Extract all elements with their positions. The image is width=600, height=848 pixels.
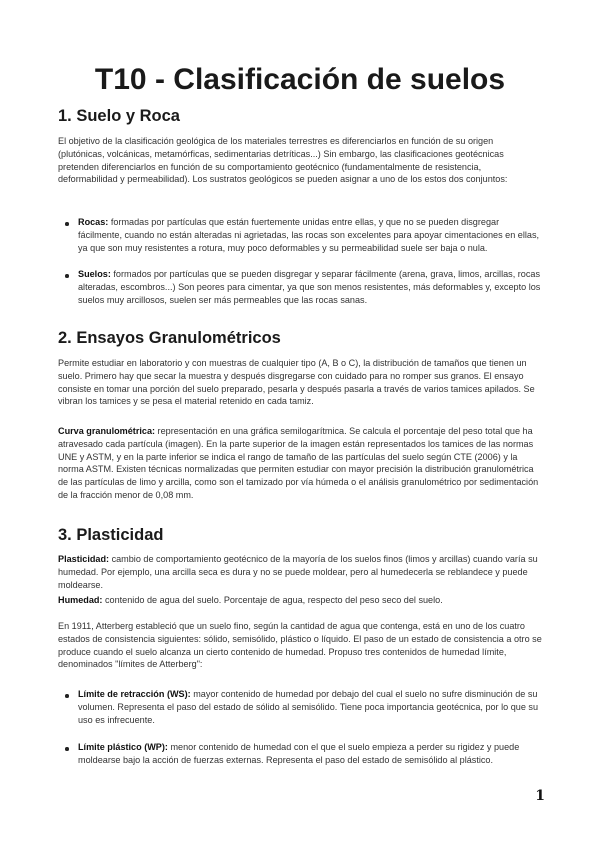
term-plasticidad: Plasticidad:: [58, 554, 110, 564]
definition-humedad: contenido de agua del suelo. Porcentaje de agua, respecto del peso seco del suelo.: [102, 595, 443, 605]
term-rocas: Rocas:: [78, 217, 109, 227]
bullet-icon: [65, 274, 69, 278]
page-number: 1: [535, 788, 545, 804]
paragraph-plasticidad: [58, 553, 542, 591]
list-item-suelos: [78, 268, 544, 306]
section-1-intro: El objetivo de la clasificación geológica de los materiales terrestres es diferenciarlos en función de su origen (plutónicas, volcánicas, metamórficas, sedimentarias detríticas...) Sin embargo, las clasificaciones geotécnicas pretenden diferenciarlos en función de su comportamiento geotécnico (fundamentalmente de resistencia, deformabilidad y permeabilidad). Los sustratos geológicos se pueden asignar a uno de los estos dos conjuntos:: [58, 136, 508, 185]
term-curva: Curva granulométrica:: [58, 426, 156, 436]
paragraph-curva-granulometrica: [58, 425, 542, 502]
definition-curva: representación en una gráfica semilogarítmica. Se calcula el porcentaje del peso total que ha atravesado cada partícula (imagen). En la parte superior de la imagen están representados los tamices de las normas UNE y ASTM, y en la parte inferior se indica el rango de tamaño de las partículas del suelo según CTE (2006) y la norma ASTM. Existen técnicas normalizadas que permiten estudiar con mayor precisión la distribución granulométrica de las partículas de limo y arcilla, como son el tamizado por vía húmeda o el análisis granulométrico por sedimentación de la fracción menor de 0,08 mm.: [58, 426, 539, 500]
term-ws: Límite de retracción (WS):: [78, 689, 191, 699]
page-title: T10 - Clasificación de suelos: [94, 63, 506, 96]
term-wp: Límite plástico (WP):: [78, 742, 168, 752]
definition-suelos: formados por partículas que se pueden disgregar y separar fácilmente (arena, grava, limos, arcillas, rocas alteradas, escombros...) Son peores para cimentar, ya que son menos resistentes, más deformables y, excepto los suelos muy arcillosos, suelen ser más permeables que las rocas sanas.: [78, 269, 541, 305]
paragraph-atterberg: En 1911, Atterberg estableció que un suelo fino, según la cantidad de agua que contenga, está en uno de los cuatro estados de consistencia siguientes: sólido, semisólido, plástico o líquido. El paso de un estado de consistencia a otro se produce cuando el suelo alcanza un cierto contenido de humedad. Propuso tres contenidos de humedad límite, denominados "límites de Atterberg":: [58, 621, 542, 670]
section-heading-suelo-roca: 1. Suelo y Roca: [58, 107, 180, 125]
section-2-intro: Permite estudiar en laboratorio y con muestras de cualquier tipo (A, B o C), la distribución de tamaños que tienen un suelo. Primero hay que secar la muestra y después disgregarse con cuidado para no romper sus granos. El ensayo consiste en tomar una porción del suelo preparado, pesarla y después pasarla a través de varios tamices apilados. Se vibran los tamices y se pesa el material retenido en cada tamiz.: [58, 358, 535, 407]
definition-wp: menor contenido de humedad con el que el suelo empieza a perder su rigidez y puede moldearse bajo la acción de fuerzas externas. Representa el paso del estado de semisólido al plástico.: [78, 742, 520, 765]
term-suelos: Suelos:: [78, 269, 111, 279]
section-heading-plasticidad: 3. Plasticidad: [58, 526, 164, 544]
bullet-icon: [65, 694, 69, 698]
term-humedad: Humedad:: [58, 595, 103, 605]
list-item-rocas: [78, 216, 544, 254]
bullet-icon: [65, 747, 69, 751]
list-item-wp: [78, 741, 544, 767]
definition-ws: mayor contenido de humedad por debajo del cual el suelo no sufre disminución de su volumen. Representa el paso del estado de sólido al semisólido. Tiene poca importancia geotécnica, por lo que su uso es infrecuente.: [78, 689, 539, 725]
paragraph-humedad: [58, 594, 542, 607]
list-item-ws: [78, 688, 544, 726]
section-heading-ensayos: 2. Ensayos Granulométricos: [58, 329, 281, 347]
definition-plasticidad: cambio de comportamiento geotécnico de la mayoría de los suelos finos (limos y arcillas) cuando varía su humedad. Por ejemplo, una arcilla seca es dura y no se puede moldear, pero al humedecerla se reblandece y puede moldearse.: [58, 554, 538, 590]
definition-rocas: formadas por partículas que están fuertemente unidas entre ellas, y que no se pueden disgregar fácilmente, cuando no están alteradas ni agrietadas, las rocas son excelentes para apoyar cimentaciones en ellas, ya que son muy resistentes a rotura, muy poco deformables y su permeabilidad suele ser baja o nula.: [78, 217, 540, 253]
bullet-icon: [65, 222, 69, 226]
